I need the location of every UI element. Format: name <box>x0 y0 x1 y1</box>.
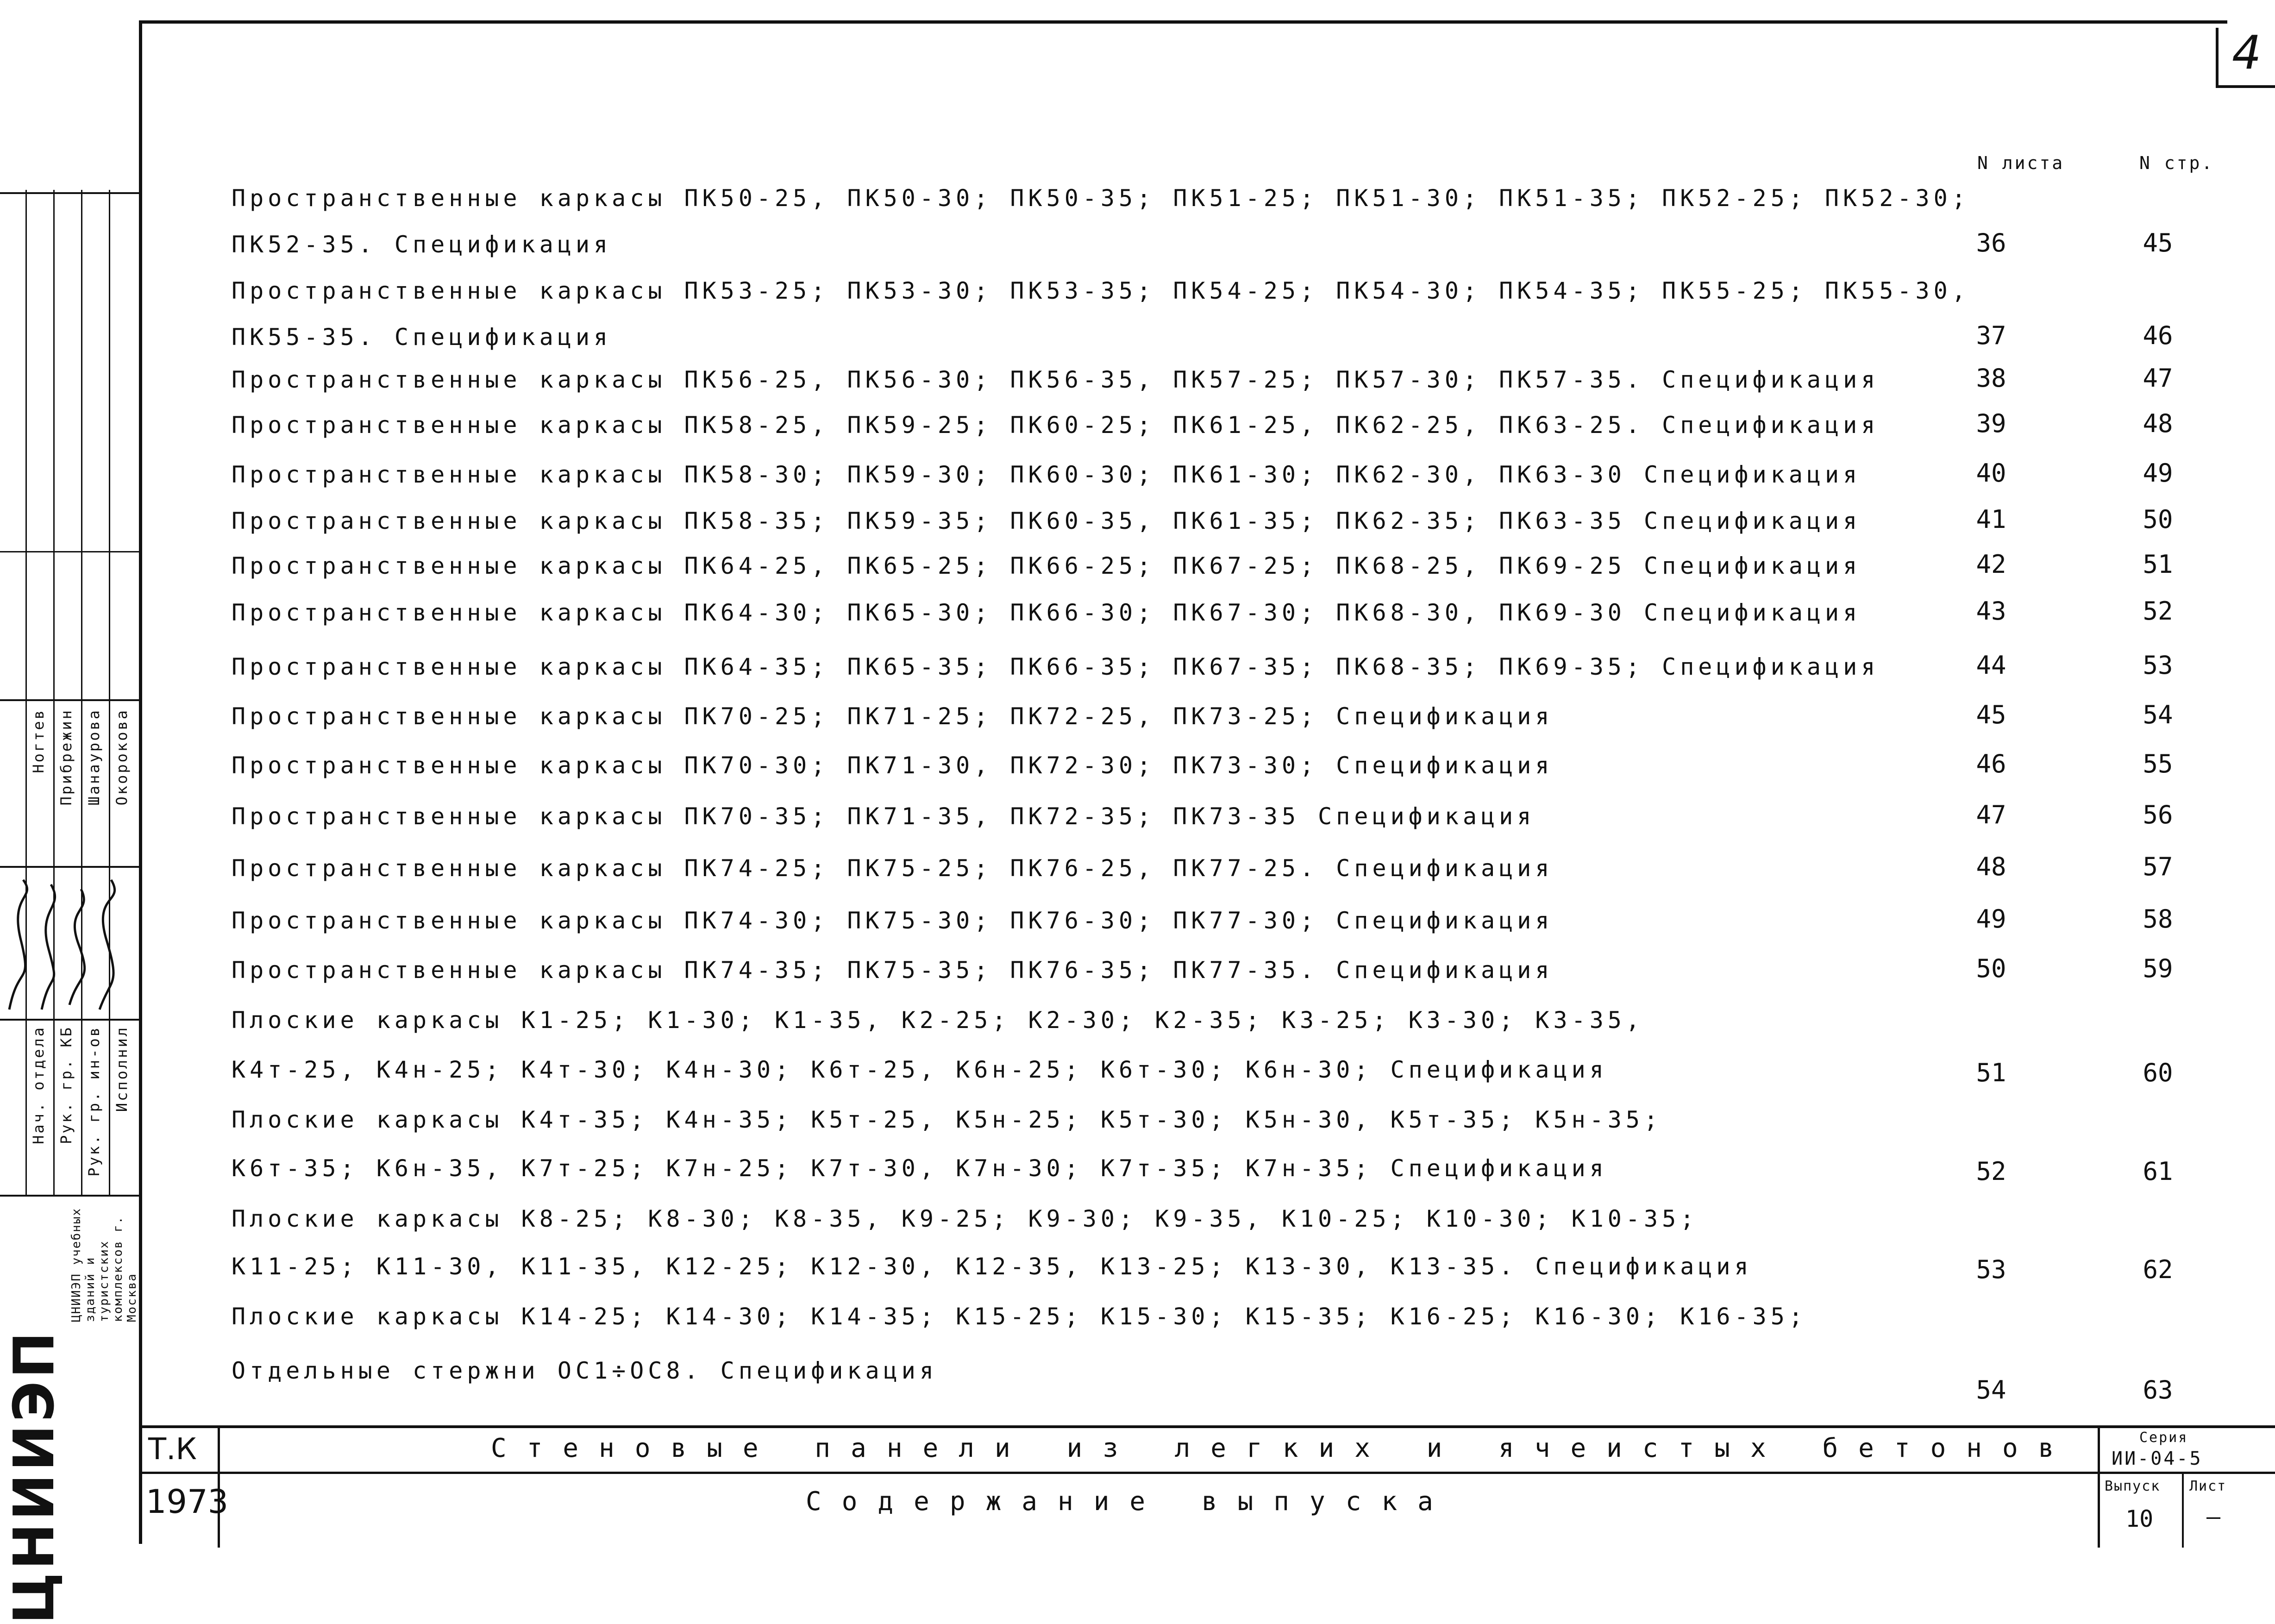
toc-line: Пространственные каркасы ПК64-25, ПК65-25; ПК66-25; ПК67-25; ПК68-25, ПК69-25 Спецификация <box>232 552 1861 579</box>
toc-line: Пространственные каркасы ПК58-25, ПК59-25; ПК60-25; ПК61-25, ПК62-25, ПК63-25. Спецификация <box>232 412 1880 439</box>
stamp-role: Рук. гр. КБ <box>57 1026 75 1144</box>
sheet-number: 52 <box>1976 1157 2006 1186</box>
sheet-number: 41 <box>1976 505 2006 534</box>
page-number-ref: 45 <box>2143 228 2173 257</box>
series-label: Серия <box>2139 1430 2188 1446</box>
sheet-number: 36 <box>1976 228 2006 257</box>
page-number-ref: 52 <box>2143 596 2173 626</box>
frame-top-line <box>139 20 2227 24</box>
sheet-number: 47 <box>1976 800 2006 829</box>
toc-line: Плоские каркасы К1-25; К1-30; К1-35, К2-25; К2-30; К2-35; К3-25; К3-30; К3-35, <box>232 1007 1644 1034</box>
toc-line: Пространственные каркасы ПК58-35; ПК59-35; ПК60-35, ПК61-35; ПК62-35; ПК63-35 Спецификация <box>232 508 1861 534</box>
page-number-ref: 53 <box>2143 651 2173 680</box>
page-number-ref: 51 <box>2143 550 2173 579</box>
stamp-name: Окорокова <box>113 709 131 806</box>
toc-line: Пространственные каркасы ПК50-25, ПК50-30; ПК50-35; ПК51-25; ПК51-30; ПК51-35; ПК52-25; ПК52-30; <box>232 185 1970 212</box>
toc-line: Пространственные каркасы ПК53-25; ПК53-30; ПК53-35; ПК54-25; ПК54-30; ПК54-35; ПК55-25; ПК55-30, <box>232 277 1970 304</box>
stamp-organization: ЦНИИЭП учебных зданий и туристских комплексов г. Москва <box>69 1207 139 1322</box>
sheet-label: Лист <box>2189 1478 2227 1494</box>
sheet-number: 39 <box>1976 409 2006 438</box>
sheet-number: 49 <box>1976 904 2006 934</box>
institute-logo: ЦНИИЭП <box>2 1329 67 1624</box>
frame-left-line <box>139 20 142 1544</box>
signature-marks <box>0 871 139 1019</box>
toc-line: Пространственные каркасы ПК74-30; ПК75-30; ПК76-30; ПК77-30; Спецификация <box>232 907 1554 934</box>
sheet-number: 38 <box>1976 364 2006 393</box>
toc-line: ПК52-35. Спецификация <box>232 231 612 258</box>
sheet-number: 50 <box>1976 954 2006 983</box>
stamp-role: Нач. отдела <box>30 1026 47 1144</box>
year: 1973 <box>146 1483 229 1521</box>
sheet-number: 51 <box>1976 1058 2006 1087</box>
page-number-ref: 61 <box>2143 1157 2173 1186</box>
page-number-ref: 55 <box>2143 749 2173 778</box>
toc-line: Пространственные каркасы ПК74-25; ПК75-25; ПК76-25, ПК77-25. Спецификация <box>232 855 1554 882</box>
page-number-ref: 60 <box>2143 1058 2173 1087</box>
page-number-ref: 59 <box>2143 954 2173 983</box>
page-number-ref: 54 <box>2143 700 2173 729</box>
toc-line: Пространственные каркасы ПК58-30; ПК59-30; ПК60-30; ПК61-30; ПК62-30, ПК63-30 Спецификация <box>232 461 1861 488</box>
sheet-number: 48 <box>1976 852 2006 881</box>
stamp-name: Прибрежин <box>57 709 75 806</box>
toc-line: К4т-25, К4н-25; К4т-30; К4н-30; К6т-25, К6н-25; К6т-30; К6н-30; Спецификация <box>232 1056 1608 1083</box>
page-number-ref: 56 <box>2143 800 2173 829</box>
toc-line: Пространственные каркасы ПК70-30; ПК71-30, ПК72-30; ПК73-30; Спецификация <box>232 752 1554 779</box>
toc-line: Плоские каркасы К8-25; К8-30; К8-35, К9-25; К9-30; К9-35, К10-25; К10-30; К10-35; <box>232 1205 1698 1232</box>
page-number-ref: 62 <box>2143 1255 2173 1284</box>
page-number-ref: 58 <box>2143 904 2173 934</box>
page-number-ref: 57 <box>2143 852 2173 881</box>
toc-line: Отдельные стержни ОС1÷ОС8. Спецификация <box>232 1357 938 1384</box>
document-code: Т.К <box>148 1432 197 1467</box>
sheet-number: 45 <box>1976 700 2006 729</box>
sheet-column-header: N листа <box>1977 153 2065 173</box>
toc-line: Плоские каркасы К4т-35; К4н-35; К5т-25, К5н-25; К5т-30; К5н-30, К5т-35; К5н-35; <box>232 1106 1662 1133</box>
sheet-number: 43 <box>1976 596 2006 626</box>
sheet-number: 46 <box>1976 749 2006 778</box>
page-number: 4 <box>2232 25 2262 80</box>
toc-line: ПК55-35. Спецификация <box>232 324 612 351</box>
series-title: Стеновые панели из легких и ячеистых бетонов <box>491 1433 2074 1463</box>
page-number-ref: 46 <box>2143 321 2173 350</box>
document-title: Содержание выпуска <box>806 1486 1454 1517</box>
toc-line: Плоские каркасы К14-25; К14-30; К14-35; К15-25; К15-30; К15-35; К16-25; К16-30; К16-35; <box>232 1303 1807 1330</box>
toc-line: К11-25; К11-30, К11-35, К12-25; К12-30, К12-35, К13-25; К13-30, К13-35. Спецификация <box>232 1253 1753 1280</box>
sheet-number: 54 <box>1976 1375 2006 1405</box>
page-number-ref: 63 <box>2143 1375 2173 1405</box>
issue-value: 10 <box>2125 1505 2154 1532</box>
toc-line: Пространственные каркасы ПК64-35; ПК65-35; ПК66-35; ПК67-35; ПК68-35; ПК69-35; Спецификация <box>232 653 1880 680</box>
page-number-box-bottom <box>2216 85 2275 88</box>
sheet-number: 37 <box>1976 321 2006 350</box>
toc-line: Пространственные каркасы ПК70-25; ПК71-25; ПК72-25, ПК73-25; Спецификация <box>232 703 1554 730</box>
page-number-ref: 48 <box>2143 409 2173 438</box>
toc-line: Пространственные каркасы ПК70-35; ПК71-35, ПК72-35; ПК73-35 Спецификация <box>232 803 1535 830</box>
sheet-number: 40 <box>1976 458 2006 488</box>
page-number-ref: 50 <box>2143 505 2173 534</box>
page-number-ref: 49 <box>2143 458 2173 488</box>
sheet-number: 42 <box>1976 550 2006 579</box>
issue-label: Выпуск <box>2105 1478 2161 1494</box>
page-column-header: N стр. <box>2139 153 2214 173</box>
stamp-name: Ногтев <box>30 709 47 773</box>
series-value: ИИ-04-5 <box>2112 1448 2203 1469</box>
stamp-role: Рук. гр. ин-ов <box>85 1026 103 1177</box>
stamp-role: Исполнил <box>113 1026 131 1112</box>
toc-line: Пространственные каркасы ПК64-30; ПК65-30; ПК66-30; ПК67-30; ПК68-30, ПК69-30 Спецификация <box>232 599 1861 626</box>
toc-line: Пространственные каркасы ПК56-25, ПК56-30; ПК56-35, ПК57-25; ПК57-30; ПК57-35. Спецификация <box>232 366 1880 393</box>
sheet-number: 44 <box>1976 651 2006 680</box>
sheet-value: — <box>2206 1503 2221 1530</box>
sheet-number: 53 <box>1976 1255 2006 1284</box>
page-number-ref: 47 <box>2143 364 2173 393</box>
toc-line: К6т-35; К6н-35, К7т-25; К7н-25; К7т-30, К7н-30; К7т-35; К7н-35; Спецификация <box>232 1155 1608 1182</box>
stamp-name: Шанаурова <box>85 709 103 806</box>
page-number-box-left <box>2216 28 2219 88</box>
toc-line: Пространственные каркасы ПК74-35; ПК75-35; ПК76-35; ПК77-35. Спецификация <box>232 957 1554 984</box>
